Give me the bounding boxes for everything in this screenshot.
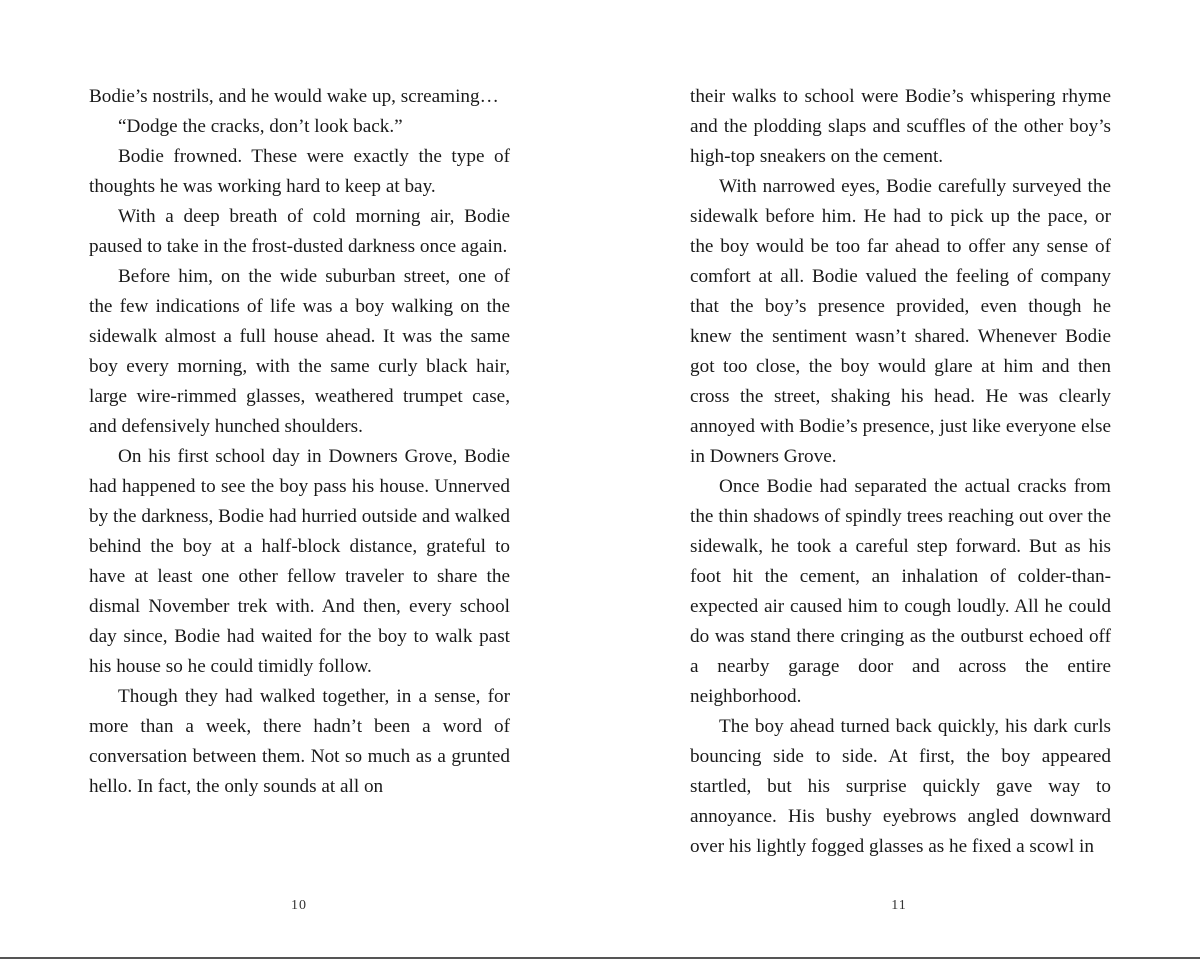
page-number-right: 11 [891,898,907,913]
left-page [89,82,510,802]
page-number-left: 10 [291,898,307,913]
paragraph: Before him, on the wide suburban street, one of the few indications of life was a boy walking on the sidewalk almost a full house ahead. It was the same boy every morning, with the same curly black hair, large wire-rimmed glasses, weathered trumpet case, and defensively hunched shoulders. [89,266,510,437]
paragraph: Bodie frowned. These were exactly the type of thoughts he was working hard to keep at bay. [89,146,510,197]
paragraph: On his first school day in Downers Grove, Bodie had happened to see the boy pass his house. Unnerved by the darkness, Bodie had hurried outside and walked behind the boy at a half-block distance, grateful to have at least one other fellow traveler to share the dismal November trek with. And then, every school day since, Bodie had waited for the boy to walk past his house so he could timidly follow. [89,446,510,677]
bottom-edge-divider [0,957,1200,959]
paragraph: Though they had walked together, in a sense, for more than a week, there hadn’t been a word of conversation between them. Not so much as a grunted hello. In fact, the only sounds at all on [89,686,510,797]
paragraph: With a deep breath of cold morning air, Bodie paused to take in the frost-dusted darkness once again. [89,206,510,257]
paragraph: With narrowed eyes, Bodie carefully surveyed the sidewalk before him. He had to pick up the pace, or the boy would be too far ahead to offer any sense of comfort at all. Bodie valued the feeling of company that the boy’s presence provided, even though he knew the sentiment wasn’t shared. Whenever Bodie got too close, the boy would glare at him and then cross the street, shaking his head. He was clearly annoyed with Bodie’s presence, just like everyone else in Downers Grove. [690,176,1111,467]
paragraph: “Dodge the cracks, don’t look back.” [118,116,403,137]
paragraph: Bodie’s nostrils, and he would wake up, screaming… [89,86,499,107]
right-page [690,82,1111,862]
paragraph: The boy ahead turned back quickly, his dark curls bouncing side to side. At first, the boy appeared startled, but his surprise quickly gave way to annoyance. His bushy eyebrows angled downward over his lightly fogged glasses as he fixed a scowl in [690,716,1111,857]
paragraph: their walks to school were Bodie’s whispering rhyme and the plodding slaps and scuffles of the other boy’s high-top sneakers on the cement. [690,86,1111,167]
paragraph: Once Bodie had separated the actual cracks from the thin shadows of spindly trees reaching out over the sidewalk, he took a careful step forward. But as his foot hit the cement, an inhalation of colder-than-expected air caused him to cough loudly. All he could do was stand there cringing as the outburst echoed off a nearby garage door and across the entire neighborhood. [690,476,1111,707]
